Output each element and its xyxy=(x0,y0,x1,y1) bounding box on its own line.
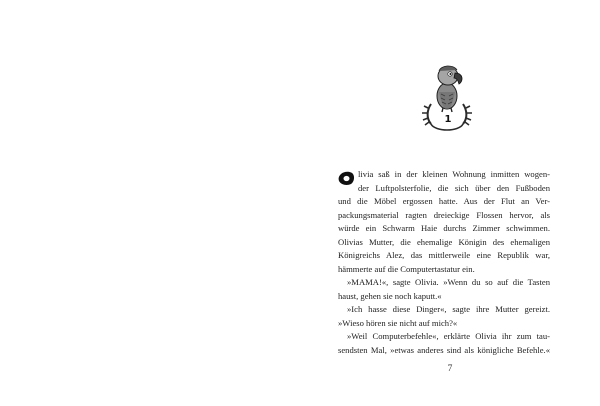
text-line xyxy=(338,168,550,182)
paragraph xyxy=(338,168,550,276)
text-line: »Ich hasse diese Dinger«, sagte ihre Mutter gereizt. xyxy=(347,304,550,314)
body-text xyxy=(338,168,550,357)
text-line: »Wieso hören sie nicht auf mich?« xyxy=(338,317,458,328)
parrot-icon xyxy=(417,58,477,138)
paragraph xyxy=(338,330,550,357)
text-line: Olivias Mutter, die ehemalige Königin des ehemaligen xyxy=(338,236,550,247)
text-line: und die Möbel ergossen hatte. Aus der Flut an Ver- xyxy=(338,196,550,206)
paragraph xyxy=(338,303,550,330)
line-text: livia saß in der kleinen Wohnung inmitten wogen- xyxy=(358,169,550,179)
paragraph xyxy=(338,276,550,303)
drop-cap xyxy=(338,171,355,186)
text-line: »MAMA!«, sagte Olivia. »Wenn du so auf die Tasten xyxy=(347,277,550,287)
text-line: hämmerte auf die Computertastatur ein. xyxy=(338,263,475,274)
chapter-number: 1 xyxy=(444,114,452,125)
text-line: Königreichs Alez, das mittlerweile eine Republik war, xyxy=(338,250,550,260)
text-line: würde ein Schwarm Haie durchs Zimmer schwimmen. xyxy=(338,223,550,233)
text-line: haust, gehen sie noch kaputt.« xyxy=(338,290,442,301)
page-number: 7 xyxy=(447,364,453,374)
chapter-ornament xyxy=(417,58,477,138)
text-line: sendsten Mal, »etwas anderes sind als königliche Befehle.« xyxy=(338,344,550,355)
text-line: »Weil Computerbefehle«, erklärte Olivia ihr zum tau- xyxy=(347,331,550,341)
drop-cap-letter xyxy=(338,169,355,186)
right-page xyxy=(300,0,600,406)
text-line: packungsmaterial ragten dreieckige Flossen hervor, als xyxy=(338,209,550,220)
text-line: der Luftpolsterfolie, die sich über den Fußboden xyxy=(358,182,550,193)
